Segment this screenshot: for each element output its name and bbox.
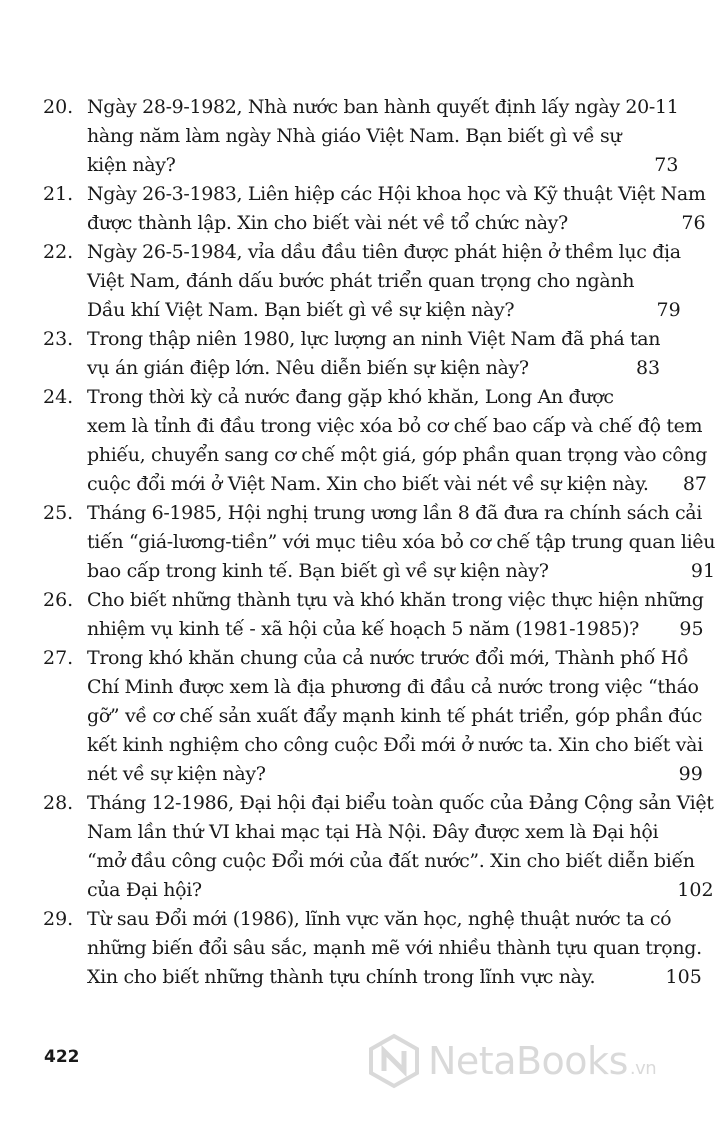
entry-number: 25. (43, 502, 74, 524)
entry-line: nét về sự kiện này? (87, 763, 266, 785)
entry-number: 20. (43, 96, 74, 118)
entry-page-number: 95 (679, 618, 704, 640)
entry-line: “mở đầu công cuộc Đổi mới của đất nước”. Xin cho biết diễn biến (87, 850, 695, 872)
netabooks-logo-icon (366, 1033, 422, 1089)
entry-text (87, 789, 714, 905)
toc-entry (43, 905, 702, 992)
entry-line: phiếu, chuyển sang cơ chế một giá, góp phần quan trọng vào công (87, 444, 708, 466)
entry-line: Ngày 26-3-1983, Liên hiệp các Hội khoa học và Kỹ thuật Việt Nam (87, 183, 706, 205)
entry-number: 23. (43, 328, 74, 350)
watermark-brand: NetaBooks .vn (428, 1039, 657, 1083)
entry-line: Tháng 12-1986, Đại hội đại biểu toàn quốc của Đảng Cộng sản Việt (87, 792, 714, 814)
entry-page-number: 102 (677, 879, 714, 901)
entry-page-number: 91 (690, 560, 715, 582)
entry-line: Cho biết những thành tựu và khó khăn trong việc thực hiện những (87, 589, 704, 611)
entry-line: gỡ” về cơ chế sản xuất đẩy mạnh kinh tế phát triển, góp phần đúc (87, 705, 703, 727)
entry-number: 28. (43, 792, 74, 814)
entry-number: 29. (43, 908, 74, 930)
entry-line: được thành lập. Xin cho biết vài nét về tổ chức này? (87, 212, 568, 234)
entry-line: Xin cho biết những thành tựu chính trong lĩnh vực này. (87, 966, 596, 988)
toc-entry (43, 238, 681, 325)
entry-line: kiện này? (87, 154, 176, 176)
entry-text (87, 499, 715, 586)
entry-page-number: 73 (654, 154, 679, 176)
entry-line: vụ án gián điệp lớn. Nêu diễn biến sự kiện này? (87, 357, 529, 379)
toc-entry (43, 644, 703, 789)
toc-entry (43, 586, 704, 644)
entry-text (87, 238, 681, 325)
entry-line: những biến đổi sâu sắc, mạnh mẽ với nhiều thành tựu quan trọng. (87, 937, 702, 959)
entry-page-number: 79 (656, 299, 681, 321)
entry-line: tiến “giá-lương-tiền” với mục tiêu xóa bỏ cơ chế tập trung quan liêu (87, 531, 715, 553)
entry-line: Trong khó khăn chung của cả nước trước đổi mới, Thành phố Hồ (87, 647, 689, 669)
toc-entry (43, 789, 714, 905)
entry-line: Ngày 28-9-1982, Nhà nước ban hành quyết định lấy ngày 20-11 (87, 96, 679, 118)
entry-line: nhiệm vụ kinh tế - xã hội của kế hoạch 5 năm (1981-1985)? (87, 618, 640, 640)
entry-text (87, 905, 702, 992)
entry-line: của Đại hội? (87, 879, 202, 901)
entry-text (87, 586, 704, 644)
entry-line: Việt Nam, đánh dấu bước phát triển quan trọng cho ngành (87, 270, 635, 292)
entry-page-number: 87 (682, 473, 708, 495)
toc-entry (43, 499, 715, 586)
entry-text (87, 644, 703, 789)
entry-line: Ngày 26-5-1984, vỉa dầu đầu tiên được phát hiện ở thềm lục địa (87, 241, 681, 263)
entry-page-number: 83 (635, 357, 661, 379)
toc-entry (43, 93, 679, 180)
entry-number: 21. (43, 183, 74, 205)
entry-line: cuộc đổi mới ở Việt Nam. Xin cho biết vài nét về sự kiện này. (87, 473, 649, 495)
entry-page-number: 105 (665, 966, 702, 988)
entry-line: Trong thời kỳ cả nước đang gặp khó khăn, Long An được (87, 386, 614, 408)
table-of-contents (43, 93, 715, 992)
entry-number: 27. (43, 647, 74, 669)
entry-line: Trong thập niên 1980, lực lượng an ninh Việt Nam đã phá tan (87, 328, 661, 350)
entry-line: Chí Minh được xem là địa phương đi đầu cả nước trong việc “tháo (87, 676, 699, 698)
toc-entry (43, 383, 708, 499)
watermark (366, 1033, 656, 1089)
entry-text (87, 180, 706, 238)
entry-page-number: 76 (681, 212, 706, 234)
entry-text (87, 93, 678, 180)
toc-entry (43, 180, 706, 238)
entry-text (87, 325, 660, 383)
entry-number: 22. (43, 241, 74, 263)
entry-line: Từ sau Đổi mới (1986), lĩnh vực văn học, nghệ thuật nước ta có (87, 908, 672, 930)
entry-line: Dầu khí Việt Nam. Bạn biết gì về sự kiện này? (87, 299, 515, 321)
page-number: 422 (44, 1047, 80, 1067)
entry-line: Nam lần thứ VI khai mạc tại Hà Nội. Đây được xem là Đại hội (87, 821, 659, 843)
entry-page-number: 99 (678, 763, 703, 785)
entry-line: bao cấp trong kinh tế. Bạn biết gì về sự kiện này? (87, 560, 549, 582)
entry-number: 24. (43, 386, 74, 408)
entry-line: kết kinh nghiệm cho công cuộc Đổi mới ở nước ta. Xin cho biết vài (87, 734, 703, 756)
entry-line: Tháng 6-1985, Hội nghị trung ương lần 8 đã đưa ra chính sách cải (87, 502, 702, 524)
entry-line: xem là tỉnh đi đầu trong việc xóa bỏ cơ chế bao cấp và chế độ tem (87, 415, 703, 437)
entry-text (87, 383, 707, 499)
entry-line: hàng năm làm ngày Nhà giáo Việt Nam. Bạn biết gì về sự (87, 125, 622, 147)
toc-entry (43, 325, 661, 383)
entry-number: 26. (43, 589, 74, 611)
